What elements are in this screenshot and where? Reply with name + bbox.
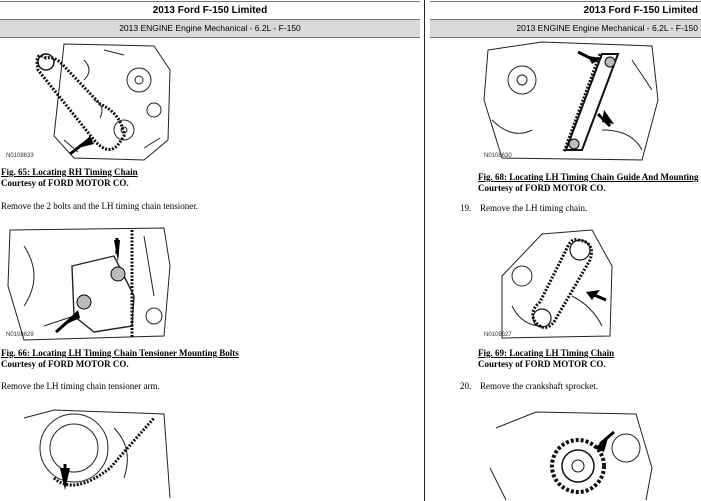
step-text: Remove the LH timing chain. (480, 203, 588, 213)
fig66-illustration (4, 226, 174, 344)
fig69-id: N0108627 (484, 332, 512, 338)
page-header-title: 2013 Ford F-150 Limited (430, 1, 701, 20)
fig69-caption-block (478, 348, 614, 370)
step-number: 20. (460, 381, 472, 391)
fig70-illustration-partial (486, 408, 656, 501)
fig65-caption-block (1, 167, 138, 189)
fig69-illustration (482, 226, 622, 344)
fig66-caption-block (1, 348, 239, 370)
fig66-courtesy: Courtesy of FORD MOTOR CO. (1, 359, 129, 369)
fig65-illustration (4, 40, 174, 164)
fig67-illustration-partial (14, 408, 174, 501)
fig68-illustration (482, 40, 662, 164)
page-header-subtitle: 2013 ENGINE Engine Mechanical - 6.2L - F-150 (430, 19, 701, 38)
fig65-courtesy: Courtesy of FORD MOTOR CO. (1, 178, 129, 188)
fig68-caption[interactable]: Fig. 68: Locating LH Timing Chain Guide And Mounting (478, 172, 699, 182)
fig68-caption-block (478, 172, 698, 194)
step-number: 19. (460, 203, 472, 213)
right-manual-page (430, 0, 701, 501)
step-text: Remove the crankshaft sprocket. (480, 381, 598, 391)
fig65-caption[interactable]: Fig. 65: Locating RH Timing Chain (1, 167, 138, 177)
step-20 (460, 381, 598, 391)
instruction-text: Remove the LH timing chain tensioner arm. (1, 381, 160, 391)
fig69-courtesy: Courtesy of FORD MOTOR CO. (478, 359, 606, 369)
page-header-subtitle: 2013 ENGINE Engine Mechanical - 6.2L - F-150 (0, 19, 420, 38)
page-divider (424, 0, 425, 501)
fig65-id: N0108633 (6, 153, 34, 159)
step-19 (460, 203, 587, 213)
fig66-id: N0108629 (6, 332, 34, 338)
fig69-caption[interactable]: Fig. 69: Locating LH Timing Chain (478, 348, 615, 358)
page-header-title: 2013 Ford F-150 Limited (0, 1, 420, 20)
fig68-id: N0108630 (484, 153, 512, 159)
fig68-courtesy: Courtesy of FORD MOTOR CO. (478, 183, 606, 193)
instruction-text: Remove the 2 bolts and the LH timing chain tensioner. (1, 201, 198, 211)
fig66-caption[interactable]: Fig. 66: Locating LH Timing Chain Tensioner Mounting Bolts (1, 348, 239, 358)
